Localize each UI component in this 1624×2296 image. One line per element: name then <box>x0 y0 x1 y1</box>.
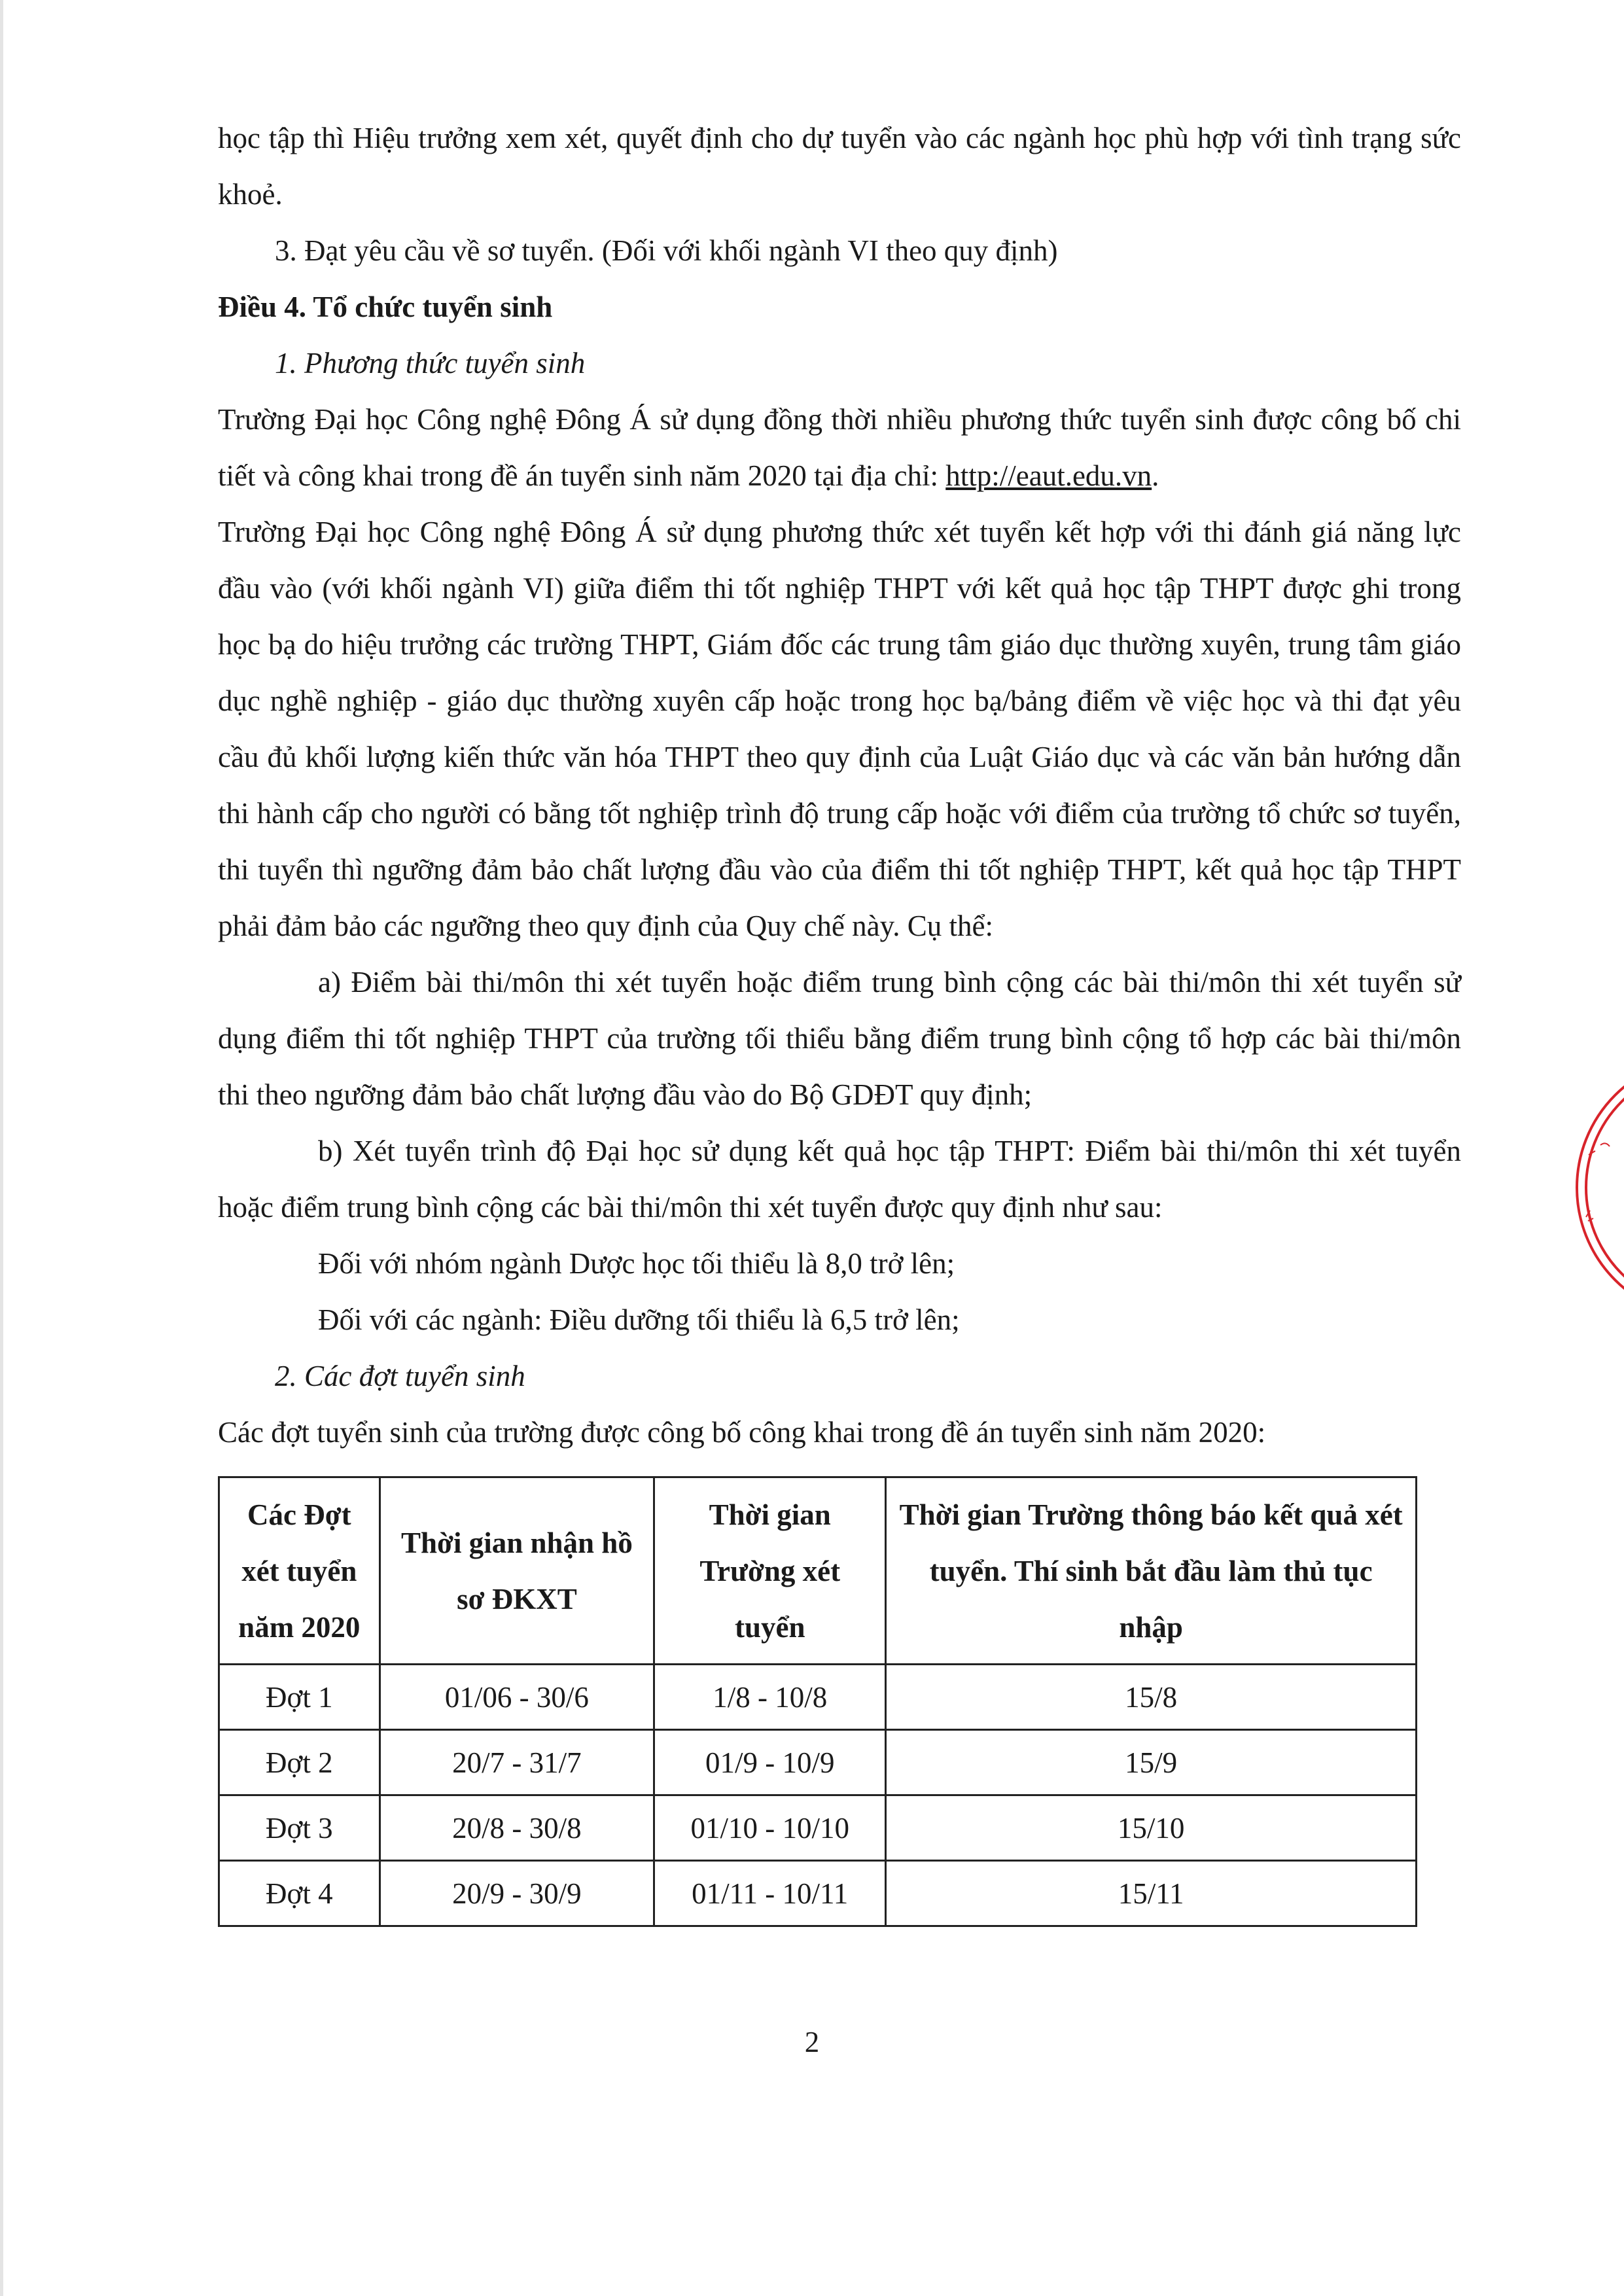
paragraph-item-b: b) Xét tuyển trình độ Đại học sử dụng kết quả học tập THPT: Điểm bài thi/môn thi xét tuyển hoặc điểm trung bình cộng các bài thi/môn thi xét tuyển được quy định như sau: <box>218 1135 1461 1224</box>
header-application-period: Thời gian nhận hồ sơ ĐKXT <box>380 1477 654 1665</box>
table-row <box>219 1861 1417 1926</box>
paragraph-admission-methods <box>218 391 1461 504</box>
paragraph-admission-methods-text: Trường Đại học Công nghệ Đông Á sử dụng đồng thời nhiều phương thức tuyển sinh được công bố chi tiết và công khai trong đề án tuyển sinh năm 2020 tại địa chỉ: <box>218 403 1461 492</box>
cell-application-period: 01/06 - 30/6 <box>380 1665 654 1730</box>
cell-review-period: 1/8 - 10/8 <box>654 1665 886 1730</box>
cell-review-period: 01/11 - 10/11 <box>654 1861 886 1926</box>
header-result-announcement: Thời gian Trường thông báo kết quả xét tuyển. Thí sinh bắt đầu làm thủ tục nhập <box>886 1477 1417 1665</box>
table-row <box>219 1730 1417 1795</box>
section-2-title: 2. Các đợt tuyển sinh <box>275 1360 525 1392</box>
paragraph-item-a: a) Điểm bài thi/môn thi xét tuyển hoặc điểm trung bình cộng các bài thi/môn thi xét tuyển sử dụng điểm thi tốt nghiệp THPT của trường tối thiểu bằng điểm trung bình cộng tổ hợp các bài thi/môn thi theo ngưỡng đảm bảo chất lượng đầu vào do Bộ GDĐT quy định; <box>218 966 1461 1111</box>
table-row <box>219 1665 1417 1730</box>
seal-rings <box>1577 1057 1624 1318</box>
cell-result-date: 15/10 <box>886 1795 1417 1861</box>
cell-result-date: 15/8 <box>886 1665 1417 1730</box>
header-round: Các Đợt xét tuyển năm 2020 <box>219 1477 380 1665</box>
table-row <box>219 1795 1417 1861</box>
paragraph-nursing-threshold: Đối với các ngành: Điều dưỡng tối thiểu là 6,5 trở lên; <box>318 1303 960 1336</box>
website-link[interactable]: http://eaut.edu.vn <box>945 459 1152 492</box>
paragraph-combined-method: Trường Đại học Công nghệ Đông Á sử dụng phương thức xét tuyển kết hợp với thi đánh giá năng lực đầu vào (với khối ngành VI) giữa điểm thi tốt nghiệp THPT với kết quả học tập THPT được ghi trong học bạ do hiệu trưởng các trường THPT, Giám đốc các trung tâm giáo dục thường xuyên, trung tâm giáo dục nghề nghiệp - giáo dục thường xuyên cấp hoặc trong học bạ/bảng điểm về việc học và thi đạt yêu cầu đủ khối lượng kiến thức văn hóa THPT theo quy định của Luật Giáo dục và các văn bản hướng dẫn thi hành cấp cho người có bằng tốt nghiệp trình độ trung cấp hoặc với điểm của trường tổ chức sơ tuyển, thi tuyển thì ngưỡng đảm bảo chất lượng đầu vào của điểm thi tốt nghiệp THPT, kết quả học tập THPT phải đảm bảo các ngưỡng theo quy định của Quy chế này. Cụ thể: <box>218 516 1461 942</box>
admission-rounds-table <box>218 1476 1417 1927</box>
paragraph-pre-screening: 3. Đạt yêu cầu về sơ tuyển. (Đối với khối ngành VI theo quy định) <box>275 234 1058 267</box>
document-body <box>218 110 1461 1927</box>
cell-application-period: 20/9 - 30/9 <box>380 1861 654 1926</box>
cell-application-period: 20/7 - 31/7 <box>380 1730 654 1795</box>
cell-result-date: 15/11 <box>886 1861 1417 1926</box>
page-number: 2 <box>804 2026 820 2058</box>
table-intro: Các đợt tuyển sinh của trường được công bố công khai trong đề án tuyển sinh năm 2020: <box>218 1416 1266 1449</box>
cell-round: Đợt 3 <box>219 1795 380 1861</box>
paragraph-health: học tập thì Hiệu trưởng xem xét, quyết định cho dự tuyển vào các ngành học phù hợp với tình trạng sức khoẻ. <box>218 122 1461 211</box>
section-1-title: 1. Phương thức tuyển sinh <box>275 347 586 380</box>
seal-glyph-marks <box>1586 1143 1624 1231</box>
article-4-heading: Điều 4. Tổ chức tuyển sinh <box>218 291 553 323</box>
cell-round: Đợt 2 <box>219 1730 380 1795</box>
link-period: . <box>1152 459 1159 492</box>
cell-review-period: 01/10 - 10/10 <box>654 1795 886 1861</box>
paragraph-pharmacy-threshold: Đối với nhóm ngành Dược học tối thiểu là 8,0 trở lên; <box>318 1247 955 1280</box>
cell-application-period: 20/8 - 30/8 <box>380 1795 654 1861</box>
cell-review-period: 01/9 - 10/9 <box>654 1730 886 1795</box>
cell-round: Đợt 1 <box>219 1665 380 1730</box>
header-review-period: Thời gian Trường xét tuyển <box>654 1477 886 1665</box>
table-header-row <box>219 1477 1417 1665</box>
red-seal-stamp-icon <box>1544 1080 1624 1296</box>
cell-result-date: 15/9 <box>886 1730 1417 1795</box>
cell-round: Đợt 4 <box>219 1861 380 1926</box>
page-edge <box>0 0 3 2296</box>
